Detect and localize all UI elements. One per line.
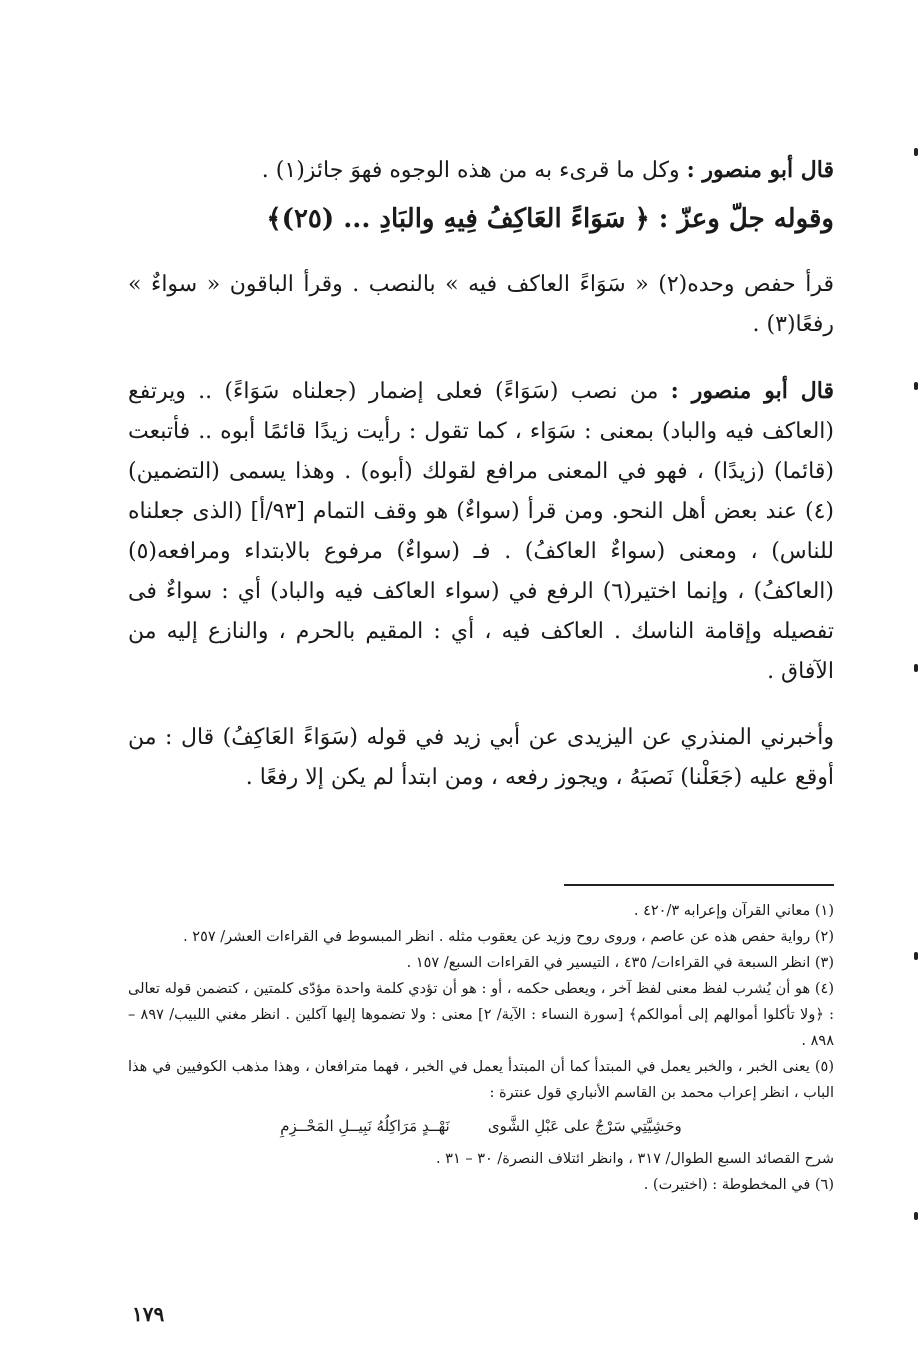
document-page bbox=[128, 150, 834, 1330]
scan-mark bbox=[914, 952, 918, 960]
scan-mark bbox=[914, 664, 918, 672]
verse-intro: وقوله جلّ وعزّ : bbox=[658, 204, 834, 234]
footnote-5-source: شرح القصائد السبع الطوال/ ٣١٧ ، وانظر ائتلاف النصرة/ ٣٠ – ٣١ . bbox=[435, 1151, 834, 1167]
footnote-2: (٢) رواية حفص هذه عن عاصم ، وروى روح وزيد عن يعقوب مثله . انظر المبسوط في القراءات العشر/ ٢٥٧ . bbox=[183, 929, 834, 945]
footnote-1: (١) معاني القرآن وإعرابه ٤٢٠/٣ . bbox=[633, 903, 834, 919]
paragraph-1 bbox=[128, 150, 834, 191]
footnote-6: (٦) في المخطوطة : (اختيرت) . bbox=[643, 1177, 834, 1193]
scan-mark bbox=[914, 148, 918, 156]
paragraph-4-text: من نصب (سَوَاءً) فعلى إضمار (جعلناه سَوَاءً) .. ويرتفع (العاكف فيه والباد) بمعنى : سَوَاء ، كما تقول : رأيت زيدًا قائمًا أبوه .. فأتبعت (قائما) (زيدًا) ، فهو في المعنى مرافع لقولك (أبوه) . وهذا يسمى (التضمين)(٤) عند بعض أهل النحو. ومن قرأ (سواءٌ) هو وقف التمام [٩٣/أ] (الذى جعلناه للناس) ، ومعنى (سواءٌ العاكفُ) . فـ (سواءٌ) مرفوع بالابتداء ومرافعه(٥) (العاكفُ) ، وإنما اختير(٦) الرفع في (سواء العاكف فيه والباد) أي : سواءٌ فى تفصيله وإقامة الناسك . العاكف فيه ، أي : المقيم بالحرم ، والنازع إليه من الآفاق . bbox=[128, 379, 834, 684]
quran-verse-line bbox=[128, 191, 834, 247]
speaker-label: قال أبو منصور : bbox=[670, 378, 834, 404]
verse-text: ﴿ سَوَاءً العَاكِفُ فِيهِ والبَادِ ... (٢٥)﴾ bbox=[266, 204, 650, 234]
scan-mark bbox=[914, 382, 918, 390]
footnote-3: (٣) انظر السبعة في القراءات/ ٤٣٥ ، التيسير في القراءات السبع/ ١٥٧ . bbox=[406, 955, 834, 971]
footnote-4: (٤) هو أن يُشرب لفظ معنى لفظ آخر ، ويعطى حكمه ، أو : هو أن تؤدي كلمة واحدة مؤدّى كلمتين ، كتضمن قوله تعالى : ﴿ولا تأكلوا أموالهم إلى أموالكم﴾ [سورة النساء : الآية/ ٢] معنى : ولا تضموها إليها آكلين . انظر مغني اللبيب/ ٨٩٧ – ٨٩٨ . bbox=[128, 981, 834, 1049]
paragraph-4 bbox=[128, 371, 834, 692]
paragraph-3: قرأ حفص وحده(٢) « سَوَاءً العاكف فيه » بالنصب . وقرأ الباقون « سواءٌ » رفعًا(٣) . bbox=[128, 272, 834, 337]
poem-first-hemistich: وحَشِيَّتِي سَرْجٌ على عَبْلِ الشَّوى bbox=[487, 1117, 682, 1135]
poem-second-hemistich: نَهْــدٍ مَرَاكِلُهُ نَبِيــلِ المَحْــزِمِ bbox=[280, 1117, 450, 1135]
footnotes bbox=[128, 898, 834, 1198]
footnote-5: (٥) يعنى الخبر ، والخبر يعمل في المبتدأ كما أن المبتدأ يعمل في الخبر ، فهما مترافعان ، وهذا مذهب الكوفيين في هذا الباب ، انظر إعراب محمد بن القاسم الأنباري قول عنترة : bbox=[128, 1059, 834, 1101]
paragraph-1-text: وكل ما قرىء به من هذه الوجوه فهوَ جائز(١) . bbox=[261, 158, 680, 183]
poem-verse bbox=[128, 1106, 834, 1146]
scan-mark bbox=[914, 1212, 918, 1220]
paragraph-5: وأخبرني المنذري عن اليزيدى عن أبي زيد في قوله (سَوَاءً العَاكِفُ) قال : من أوقع عليه (جَعَلْنا) نَصبَهُ ، ويجوز رفعه ، ومن ابتدأ لم يكن إلا رفعًا . bbox=[128, 725, 834, 790]
page-number: ١٧٩ bbox=[132, 1302, 165, 1326]
footnote-separator bbox=[564, 884, 834, 886]
speaker-label: قال أبو منصور : bbox=[686, 157, 834, 183]
